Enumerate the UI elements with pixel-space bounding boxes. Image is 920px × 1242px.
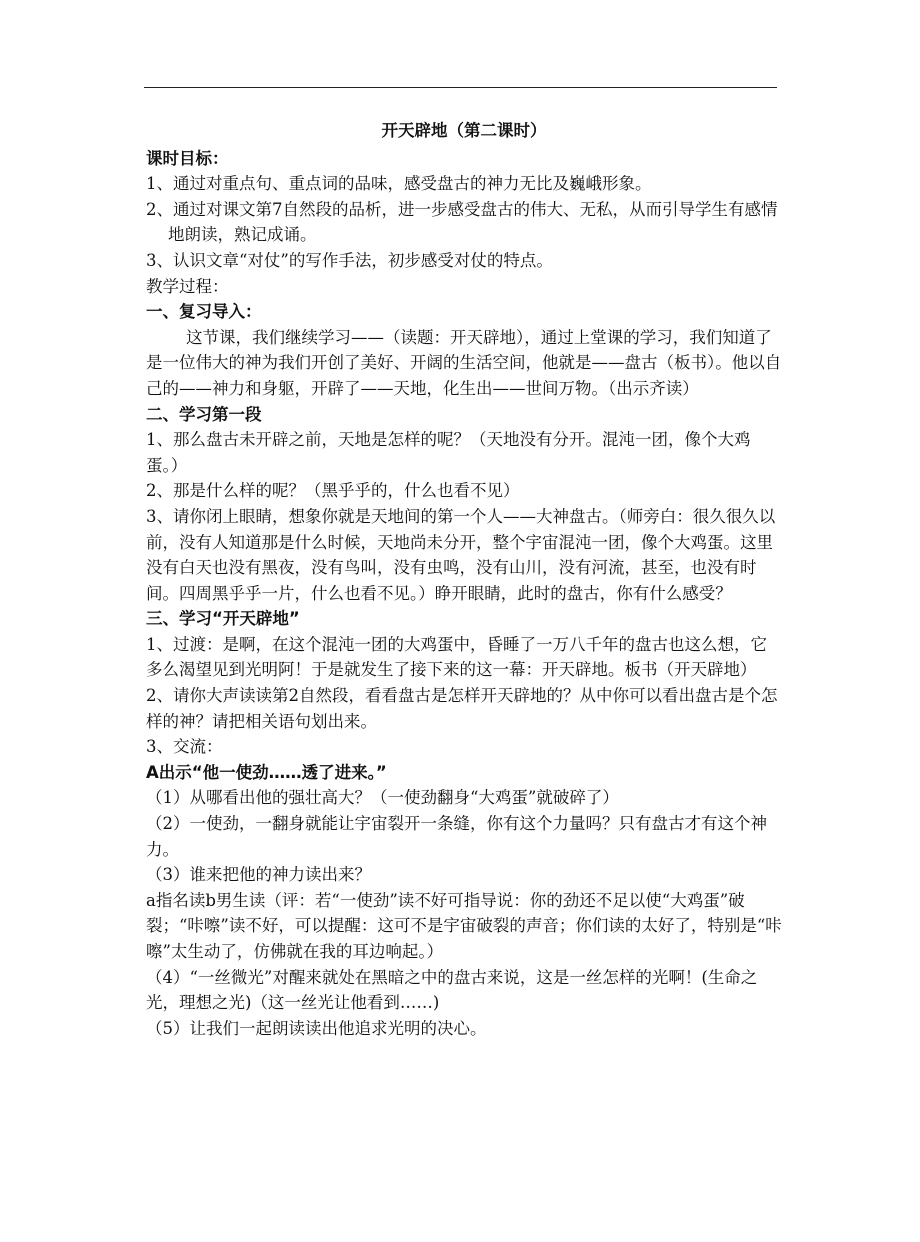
sub-item: （3）谁来把他的神力读出来？ (146, 865, 371, 885)
list-item: 1、那么盘古未开辟之前，天地是怎样的呢？（天地没有分开。混沌一团，像个大鸡蛋。） (146, 430, 751, 475)
goal-item: 2、通过对课文第7自然段的品析，进一步感受盘古的伟大、无私，从而引导学生有感情地朗读，熟记成诵。 (146, 199, 778, 245)
goals-heading: 课时目标： (146, 148, 229, 168)
sub-item: （5）让我们一起朗读读出他追求光明的决心。 (146, 1018, 487, 1038)
review-paragraph: 这节课，我们继续学习——（读题：开天辟地），通过上堂课的学习，我们知道了是一位伟大的神为我们开创了美好、开阔的生活空间，他就是——盘古（板书）。他以自己的——神力和身躯，开辟了——天地，化生出——世间万物。（出示齐读） (146, 327, 782, 398)
document-body (146, 118, 782, 1041)
list-item: 3、交流： (146, 737, 223, 757)
process-heading: 教学过程： (146, 276, 229, 296)
goal-item: 1、通过对重点句、重点词的品味，感受盘古的神力无比及巍峨形象。 (146, 174, 652, 194)
section-heading-part-one: 二、学习第一段 (146, 404, 262, 424)
sub-item: （2）一使劲，一翻身就能让宇宙裂开一条缝，你有这个力量吗？只有盘古才有这个神力。 (146, 814, 767, 859)
sub-item: a指名读b男生读（评：若“一使劲”读不好可指导说：你的劲还不足以使“大鸡蛋”破裂；“咔嚓”读不好，可以提醒：这可不是宇宙破裂的声音；你们读的太好了，特别是“咔嚓”太生动了，仿佛就在我的耳边响起。） (146, 890, 782, 961)
header-rule (144, 87, 777, 88)
quote-heading: A出示“他一使劲……透了进来。” (146, 762, 387, 782)
list-item: 3、请你闭上眼睛，想象你就是天地间的第一个人——大神盘古。（师旁白：很久很久以前，没有人知道那是什么时候，天地尚未分开，整个宇宙混沌一团，像个大鸡蛋。这里没有白天也没有黑夜，没有鸟叫，没有虫鸣，没有山川，没有河流，甚至，也没有时间。四周黑乎乎一片，什么也看不见。）睁开眼睛，此时的盘古，你有什么感受？ (146, 506, 776, 603)
list-item: 2、那是什么样的呢？（黑乎乎的，什么也看不见） (146, 481, 520, 501)
section-heading-kaitian: 三、学习“开天辟地” (146, 609, 300, 629)
list-item: 2、请你大声读读第2自然段，看看盘古是怎样开天辟地的？从中你可以看出盘古是个怎样的神？请把相关语句划出来。 (146, 686, 778, 731)
section-heading-review: 一、复习导入： (146, 302, 262, 322)
sub-item: （4）“一丝微光”对醒来就处在黑暗之中的盘古来说，这是一丝怎样的光啊！(生命之光，理想之光)（这一丝光让他看到……) (146, 967, 758, 1013)
sub-item: （1）从哪看出他的强壮高大？（一使劲翻身“大鸡蛋”就破碎了） (146, 788, 619, 808)
goal-item: 3、认识文章“对仗”的写作手法，初步感受对仗的特点。 (146, 250, 553, 270)
document-title: 开天辟地（第二课时） (381, 121, 547, 140)
list-item: 1、过渡：是啊，在这个混沌一团的大鸡蛋中，昏睡了一万八千年的盘古也这么想，它多么渴望见到光明阿！于是就发生了接下来的这一幕：开天辟地。板书（开天辟地） (146, 634, 767, 680)
